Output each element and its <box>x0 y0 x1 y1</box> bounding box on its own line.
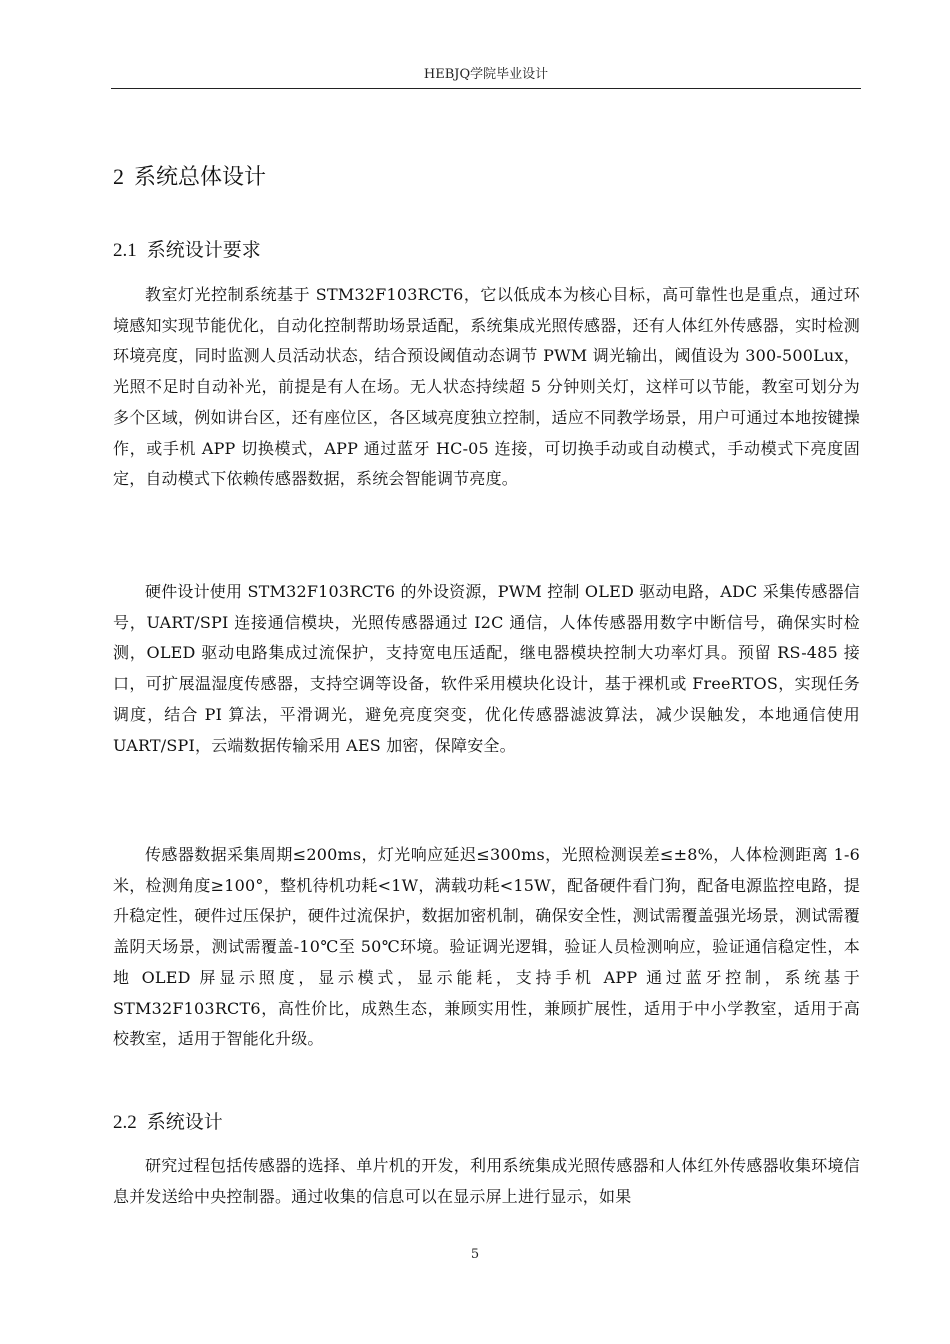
section-heading-2-2 <box>113 1106 223 1139</box>
section-heading-2-1 <box>113 234 261 267</box>
paragraph-system-design: 研究过程包括传感器的选择、单片机的开发，利用系统集成光照传感器和人体红外传感器收集环境信息并发送给中央控制器。通过收集的信息可以在显示屏上进行显示，如果 <box>113 1156 860 1206</box>
page-header: HEBJQ学院毕业设计 <box>111 66 861 89</box>
section-title: 系统设计 <box>146 1111 223 1133</box>
chapter-title: 系统总体设计 <box>134 165 267 190</box>
section-number: 2.2 <box>113 1112 137 1133</box>
chapter-number: 2 <box>113 164 124 189</box>
section-title: 系统设计要求 <box>146 239 261 261</box>
paragraph-design-requirements: 教室灯光控制系统基于 STM32F103RCT6，它以低成本为核心目标，高可靠性也是重点，通过环境感知实现节能优化，自动化控制帮助场景适配，系统集成光照传感器，还有人体红外传感器，实时检测环境亮度，同时监测人员活动状态，结合预设阈值动态调节 PWM 调光输出，阈值设为 300-500Lux，光照不足时自动补光，前提是有人在场。无人状态持续超 5 分钟则关灯，这样可以节能，教室可划分为多个区域，例如讲台区，还有座位区，各区域亮度独立控制，适应不同教学场景，用户可通过本地按键操作，或手机 APP 切换模式，APP 通过蓝牙 HC-05 连接，可切换手动或自动模式，手动模式下亮度固定，自动模式下依赖传感器数据，系统会智能调节亮度。 <box>113 285 860 489</box>
section-number: 2.1 <box>113 240 137 261</box>
paragraph-performance-specs: 传感器数据采集周期≤200ms，灯光响应延迟≤300ms，光照检测误差≤±8%，人体检测距离 1-6 米，检测角度≥100°，整机待机功耗<1W，满载功耗<15W，配备硬件看门狗，配备电源监控电路，提升稳定性，硬件过压保护，硬件过流保护，数据加密机制，确保安全性，测试需覆盖强光场景，测试需覆盖阴天场景，测试需覆盖-10℃至 50℃环境。验证调光逻辑，验证人员检测响应，验证通信稳定性，本地 OLED 屏显示照度，显示模式，显示能耗，支持手机 APP 通过蓝牙控制，系统基于 STM32F103RCT6，高性价比，成熟生态，兼顾实用性，兼顾扩展性，适用于中小学教室，适用于高校教室，适用于智能化升级。 <box>113 845 860 1049</box>
page-number: 5 <box>470 1247 480 1262</box>
chapter-heading <box>113 160 266 195</box>
paragraph-hardware-design: 硬件设计使用 STM32F103RCT6 的外设资源，PWM 控制 OLED 驱动电路，ADC 采集传感器信号，UART/SPI 连接通信模块，光照传感器通过 I2C 通信，人体传感器用数字中断信号，确保实时检测，OLED 驱动电路集成过流保护，支持宽电压适配，继电器模块控制大功率灯具。预留 RS-485 接口，可扩展温湿度传感器，支持空调等设备，软件采用模块化设计，基于裸机或 FreeRTOS，实现任务调度，结合 PI 算法，平滑调光，避免亮度突变，优化传感器滤波算法，减少误触发，本地通信使用 UART/SPI，云端数据传输采用 AES 加密，保障安全。 <box>113 582 860 755</box>
